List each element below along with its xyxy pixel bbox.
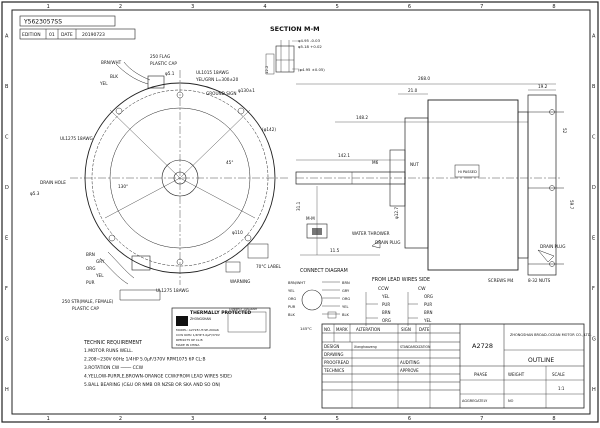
tech-item: 1.MOTOR RUNS WELL. bbox=[84, 349, 134, 354]
callout-yel-grn: YEL/GRN L=300±20 bbox=[196, 77, 239, 82]
dim-11: 11.5 bbox=[330, 248, 340, 253]
ccw-wire: YEL bbox=[382, 294, 390, 299]
connect-label: ORG bbox=[342, 297, 351, 301]
connect-wire: PUR bbox=[288, 305, 296, 309]
dim-52: 52 bbox=[562, 128, 567, 134]
tb-part-no: A2728 bbox=[472, 342, 493, 350]
wire-label: ORG bbox=[86, 266, 96, 271]
column-mark: 4 bbox=[263, 4, 267, 10]
column-mark: 8 bbox=[552, 4, 556, 10]
nameplate-line4: MADE IN CHINA bbox=[176, 343, 200, 347]
tech-title: TECHNIC REQUIREMENT bbox=[84, 341, 142, 346]
column-mark: 8 bbox=[552, 416, 556, 422]
dim-d14: (φ4.95 ±0.05) bbox=[298, 67, 325, 72]
row-mark: D bbox=[5, 184, 9, 191]
wire-label: YEL bbox=[96, 273, 104, 278]
date-label: DATE bbox=[61, 33, 73, 38]
column-mark: 6 bbox=[407, 416, 412, 422]
row-mark: C bbox=[592, 134, 596, 141]
tb-auditing: AUDITING bbox=[400, 360, 420, 365]
nameplate-line1: MODEL: A2728 UT-SE-200A6 bbox=[176, 328, 219, 332]
screws: SCREWS M4 bbox=[488, 278, 514, 283]
section-title: SECTION M-M bbox=[270, 25, 320, 33]
tech-item: 2.208~230V 60Hz 1/4HP 5.0μF/370V RPM1075 6P CL:B bbox=[84, 357, 206, 363]
cw-wire: BRN bbox=[424, 310, 433, 315]
tb-design: DESIGN bbox=[324, 344, 340, 349]
row-mark: A bbox=[5, 33, 9, 40]
column-mark: 2 bbox=[118, 4, 123, 10]
nuts: 8-32 NUTS bbox=[528, 278, 551, 283]
connect-label: YEL bbox=[342, 305, 349, 309]
column-mark: 3 bbox=[191, 4, 195, 10]
row-mark: B bbox=[5, 83, 9, 90]
nameplate-cap-label: CONNECT DIAGRAM bbox=[229, 307, 257, 311]
connect-title: CONNECT DIAGRAM bbox=[300, 269, 348, 274]
column-mark: 1 bbox=[46, 4, 50, 10]
tb-sheet: NO bbox=[508, 399, 514, 403]
dim-59: 59.7 bbox=[569, 200, 574, 210]
callout-phi110: φ110 bbox=[232, 230, 243, 235]
column-mark: 1 bbox=[46, 416, 50, 422]
water-thrower: WATER THROWER bbox=[352, 231, 390, 236]
wire-label: GRY bbox=[96, 259, 105, 264]
drain-plug-right: DRAIN PLUG bbox=[540, 244, 566, 249]
tb-design-sub: STANDARDIZATION bbox=[400, 345, 431, 349]
row-mark: A bbox=[592, 33, 596, 40]
callout-drain-hole: DRAIN HOLE bbox=[40, 180, 66, 185]
nameplate-line3: RPM1075 6P CL:B bbox=[176, 338, 203, 342]
date-value: 20190723 bbox=[82, 33, 105, 38]
wire-label: PUR bbox=[86, 280, 95, 285]
row-mark: H bbox=[592, 386, 596, 393]
callout-ul1275-b: UL1275 18AWG bbox=[156, 288, 189, 293]
warranty-tag: Hi PASSED bbox=[458, 170, 477, 174]
lead-table-title: FROM LEAD WIRES SIDE bbox=[372, 278, 431, 283]
callout-angle45: 45° bbox=[226, 160, 234, 165]
tb-aggregately: AGGREGATELY bbox=[462, 399, 488, 403]
callout-phi142: (φ142) bbox=[262, 127, 277, 132]
callout-warning: WARNING bbox=[230, 279, 251, 284]
edition-value: 01 bbox=[49, 33, 55, 38]
connect-wire: ORG bbox=[288, 297, 297, 301]
tb-no: NO. bbox=[324, 327, 332, 332]
tb-proofread: PROOFREAD bbox=[324, 360, 349, 365]
tb-drawing: DRAWING bbox=[324, 352, 344, 357]
dim-21: 21.0 bbox=[408, 88, 418, 93]
tb-weight: WEIGHT bbox=[508, 372, 525, 377]
column-mark: 7 bbox=[480, 4, 484, 10]
tb-mark: MARK bbox=[336, 327, 348, 332]
callout-phi53: φ5.3 bbox=[30, 191, 40, 196]
row-mark: G bbox=[5, 336, 9, 343]
connect-wire: BRN/WHT bbox=[288, 281, 306, 285]
column-mark: 3 bbox=[191, 416, 195, 422]
callout-70c: 70°C LABEL bbox=[256, 264, 281, 269]
connect-wire: YEL bbox=[288, 289, 295, 293]
callout-phi130: φ130±1 bbox=[238, 88, 255, 93]
tech-item: 4.YELLOW-PURPLE,BROWN-ORANGE CCW(FROM LEAD WIRES SIDE) bbox=[84, 374, 232, 380]
connect-wire: BLK bbox=[288, 313, 295, 317]
tb-design-name: Xianghaozeng bbox=[354, 345, 377, 349]
callout-ul1275: UL1275 18AWG bbox=[60, 136, 93, 141]
dim-19: 19.2 bbox=[538, 84, 548, 89]
wire-label: BRN bbox=[86, 252, 95, 257]
ccw-wire: PUR bbox=[382, 302, 391, 307]
lead-cw: CW bbox=[418, 287, 426, 292]
connect-label: BLK bbox=[342, 313, 349, 317]
tb-approve: APPROVE bbox=[400, 368, 419, 373]
tech-item: 5.BALL BEARING (C&U OR NMB OR NZSB OR SKA AND SO ON) bbox=[84, 383, 221, 388]
tb-company: ZHONGSHAN BROAD-OCEAN MOTOR CO., LTD. bbox=[510, 333, 592, 337]
tb-scale-val: 1:1 bbox=[558, 386, 565, 391]
callout-angle130: 130° bbox=[118, 184, 129, 189]
tb-date: DATE bbox=[419, 327, 430, 332]
callout-plastic-cap: PLASTIC CAP bbox=[150, 61, 177, 66]
callout-phi6: φ5.1 bbox=[165, 71, 175, 76]
ccw-wire: ORG bbox=[382, 318, 392, 323]
row-mark: B bbox=[592, 83, 596, 90]
column-mark: 2 bbox=[118, 416, 123, 422]
column-mark: 6 bbox=[407, 4, 412, 10]
tb-sign: SIGN bbox=[401, 327, 411, 332]
tb-scale: SCALE bbox=[552, 372, 565, 377]
column-mark: 5 bbox=[335, 4, 339, 10]
connect-label: GRY bbox=[342, 289, 350, 293]
dim-118: φ5.18 +0.02 bbox=[298, 44, 322, 49]
callout-ground-sign: GROUND SIGN bbox=[206, 91, 237, 96]
nameplate-title: THERMALLY PROTECTED bbox=[190, 311, 252, 316]
column-mark: 7 bbox=[480, 416, 484, 422]
ccw-wire: BRN bbox=[382, 310, 391, 315]
cw-wire: ORG bbox=[424, 294, 434, 299]
tech-item: 3.ROTATION CW ──── CCW bbox=[84, 366, 144, 371]
nameplate-line2: CCW 60Hz 1/4HP 5.0μF/370V bbox=[176, 333, 220, 337]
callout-ul1015: UL1015 18AWG bbox=[196, 70, 229, 75]
row-mark: E bbox=[5, 235, 9, 242]
edition-label: EDITION bbox=[22, 33, 41, 38]
mm-label: M-M bbox=[306, 216, 315, 221]
cw-wire: PUR bbox=[424, 302, 433, 307]
row-mark: E bbox=[592, 235, 596, 242]
row-mark: D bbox=[592, 184, 596, 191]
connect-label: BRN bbox=[342, 281, 350, 285]
tb-alteration: ALTERATION bbox=[356, 327, 381, 332]
callout-blk: BLK bbox=[110, 74, 118, 79]
dim-268: 268.0 bbox=[418, 76, 430, 81]
dim-12: 12.2 bbox=[264, 65, 269, 74]
callout-plastic-cap-bottom: PLASTIC CAP bbox=[72, 306, 99, 311]
row-mark: F bbox=[592, 285, 595, 292]
dim-nut: NUT bbox=[410, 162, 419, 167]
connect-cap-dims: 145°C bbox=[300, 326, 312, 331]
tb-doc-title: OUTLINE bbox=[528, 357, 555, 364]
dim-phi12: φ12.7 bbox=[394, 206, 399, 219]
tb-technics: TECHNICS bbox=[324, 368, 345, 373]
column-mark: 5 bbox=[335, 416, 339, 422]
dim-148: 148.2 bbox=[356, 115, 368, 120]
row-mark: G bbox=[592, 336, 596, 343]
doc-id: Y5623057SS bbox=[24, 18, 63, 26]
dim-m6: M6 bbox=[372, 160, 379, 165]
row-mark: H bbox=[5, 386, 9, 393]
dim-95: φ4.95 -0.03 bbox=[298, 38, 320, 43]
callout-bottom-flag: 250 STR(MALE, FEMALE) bbox=[62, 299, 114, 304]
tb-phase: PHASE bbox=[474, 372, 488, 377]
row-mark: F bbox=[5, 285, 8, 292]
cw-wire: YEL bbox=[424, 318, 432, 323]
callout-yel: YEL bbox=[100, 81, 108, 86]
callout-brn-wht: BRN/WHT bbox=[101, 60, 122, 65]
row-mark: C bbox=[5, 134, 9, 141]
drain-plug: DRAIN PLUG bbox=[375, 240, 401, 245]
dim-31: 31.1 bbox=[296, 201, 301, 211]
column-mark: 4 bbox=[263, 416, 267, 422]
dim-142: 142.1 bbox=[338, 153, 350, 158]
lead-ccw: CCW bbox=[378, 287, 389, 292]
nameplate-brand: ZHONGSHAN bbox=[190, 317, 211, 321]
callout-flag: 250 FLAG bbox=[150, 54, 171, 59]
